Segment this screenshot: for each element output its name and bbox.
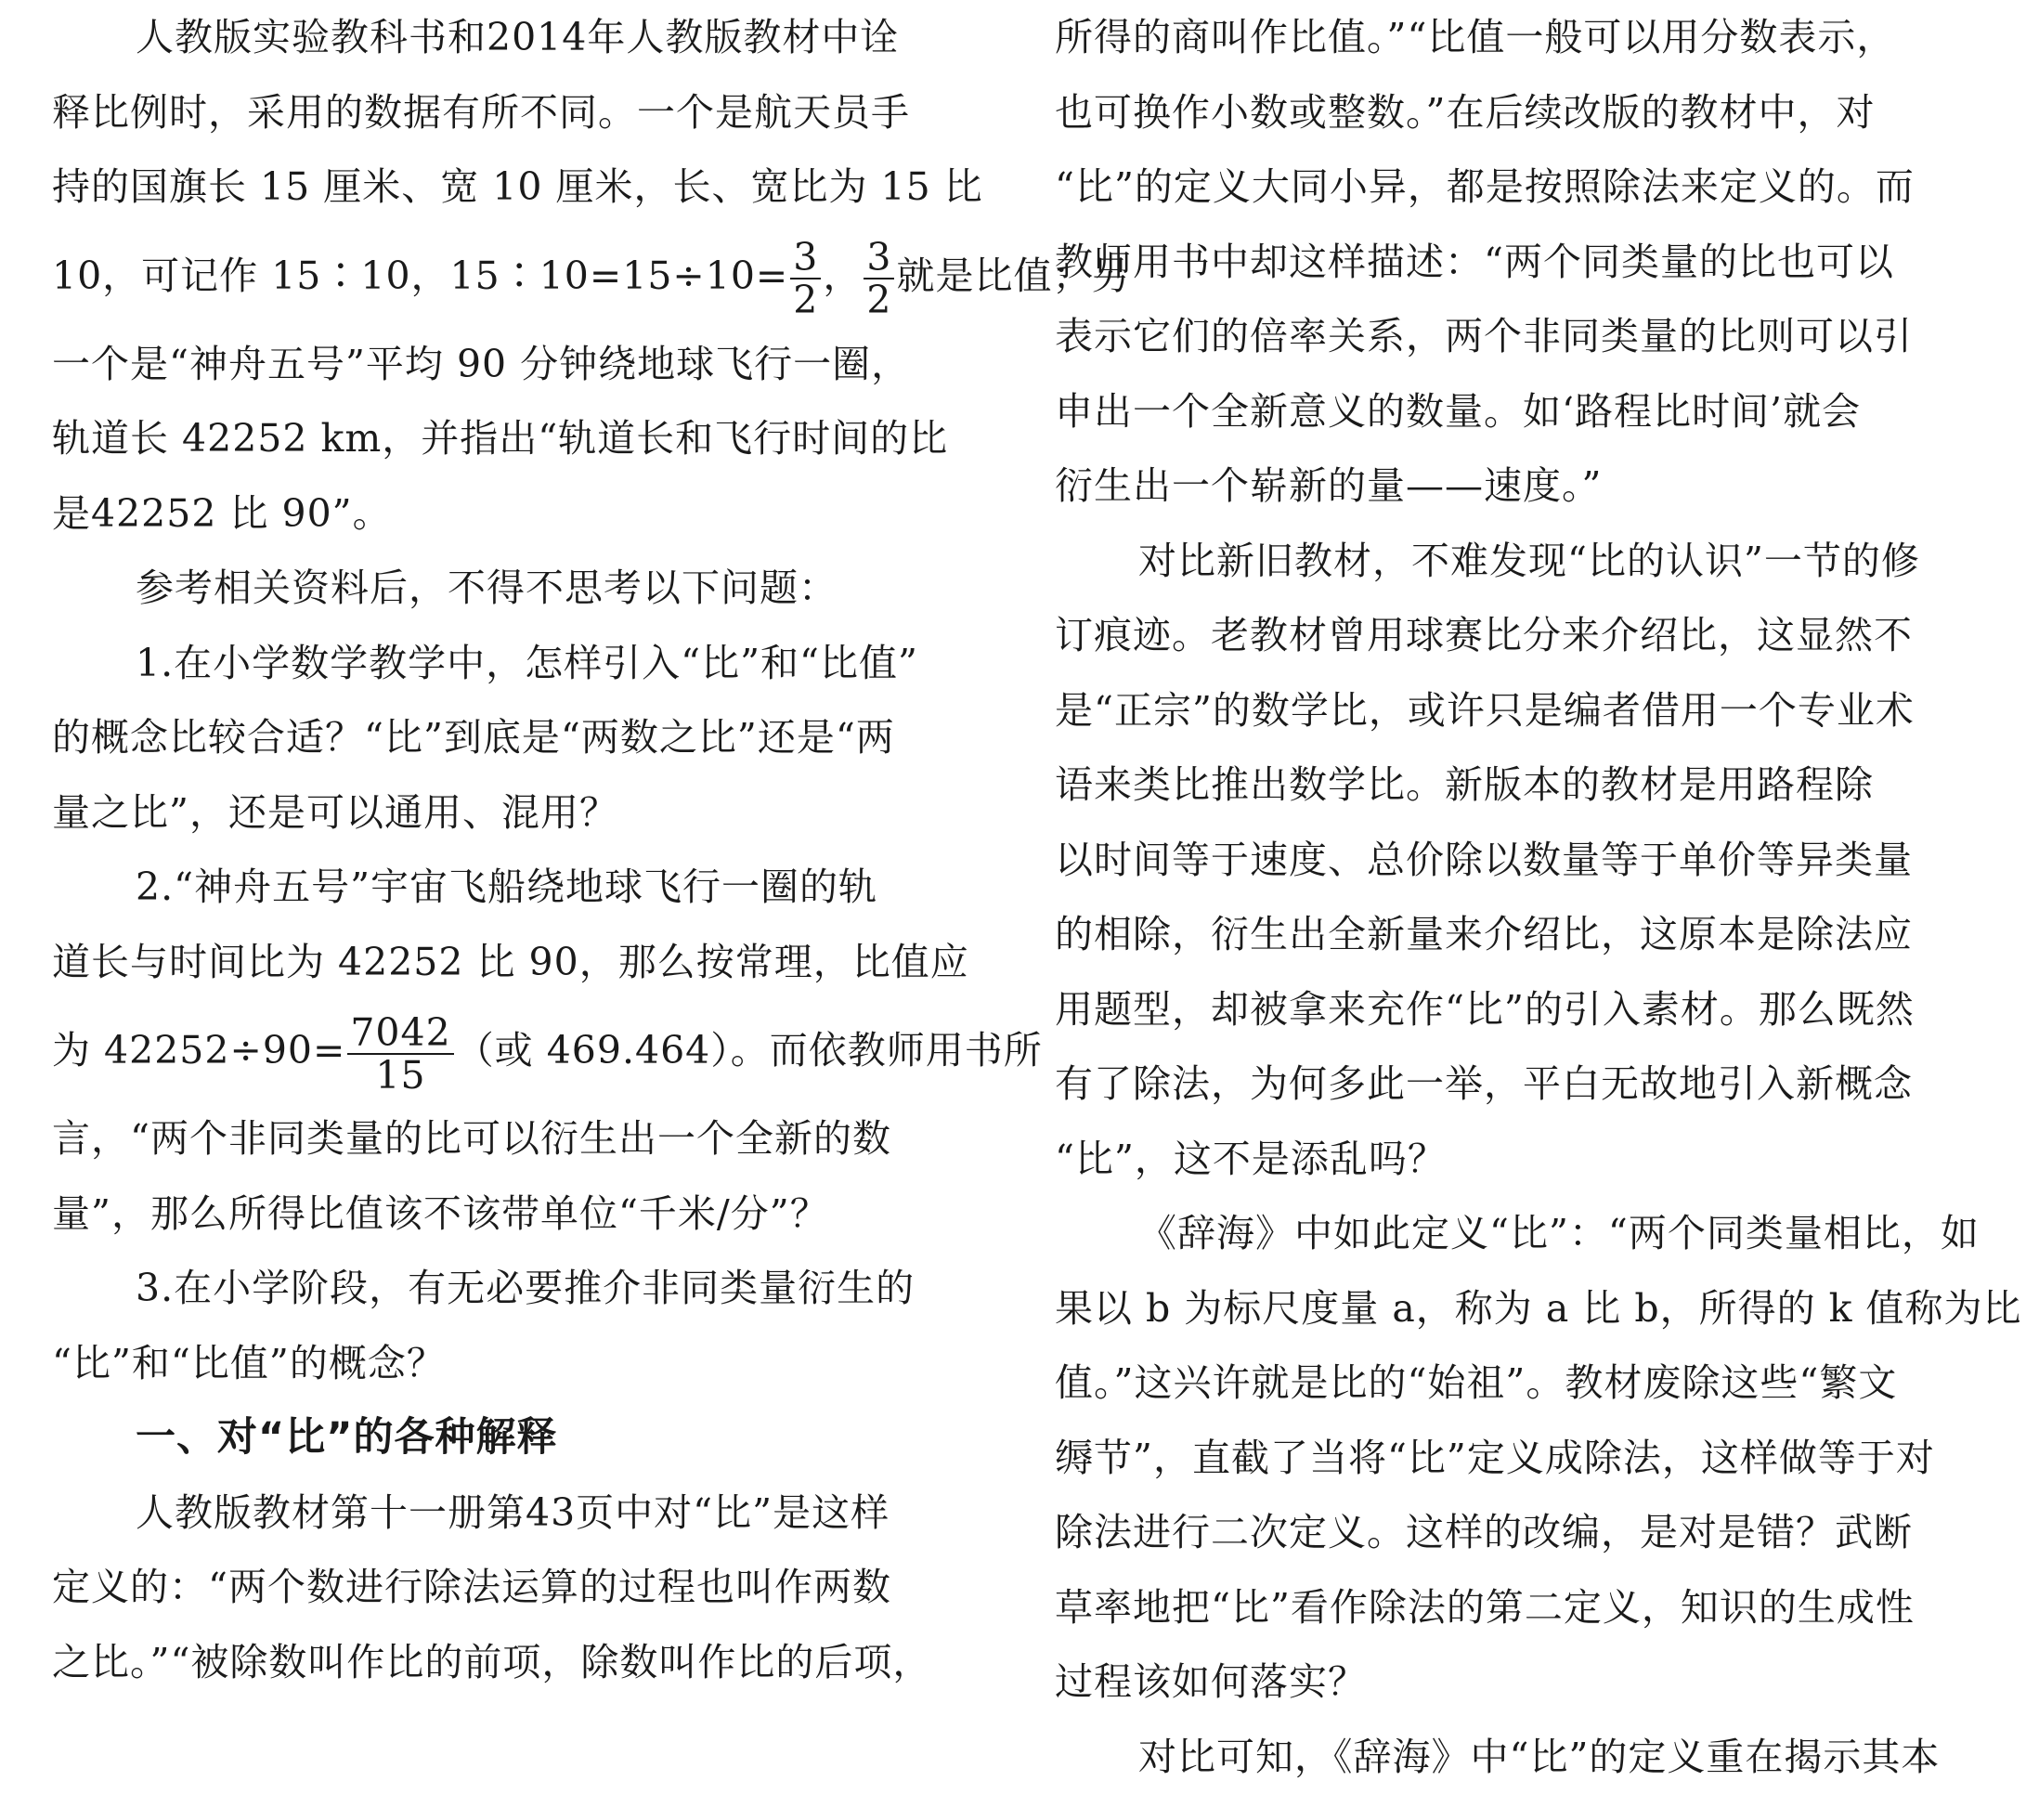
- text-line: 以时间等于速度、总价除以数量等于单价等异类量: [1055, 837, 1913, 882]
- fraction-3-over-2: [864, 237, 894, 320]
- text-line: 一个是“神舟五号”平均 90 分钟绕地球飞行一圈，: [52, 341, 911, 386]
- text-line: 之比。”“被除数叫作比的前项，除数叫作比的后项，: [52, 1639, 932, 1684]
- text-line: 用题型，却被拿来充作“比”的引入素材。那么既然: [1055, 986, 1915, 1032]
- text-line: 《辞海》中如此定义“比”：“两个同类量相比，如: [1138, 1211, 1980, 1255]
- text-line: “比”和“比值”的概念？: [52, 1340, 446, 1385]
- text-line: 持的国旗长 15 厘米、宽 10 厘米，长、宽比为 15 比: [52, 164, 983, 209]
- text-line: “比”的定义大同小异，都是按照除法来定义的。而: [1055, 164, 1915, 209]
- text-line: 量”，那么所得比值该不该带单位“千米/分”？: [52, 1190, 829, 1236]
- denominator: 2: [793, 278, 819, 322]
- section-heading: 一、对“比”的各种解释: [136, 1414, 558, 1461]
- text-line: 语来类比推出数学比。新版本的教材是用路程除: [1055, 762, 1874, 807]
- text-segment: 10，可记作 15∶10，15∶10=15÷10=: [52, 253, 789, 298]
- text-line: 除法进行二次定义。这样的改编，是对是错？武断: [1055, 1510, 1913, 1554]
- text-line: 言，“两个非同类量的比可以衍生出一个全新的数: [52, 1116, 891, 1161]
- text-line: 有了除法，为何多此一举，平白无故地引入新概念: [1055, 1061, 1913, 1106]
- text-line: 草率地把“比”看作除法的第二定义，知识的生成性: [1055, 1584, 1915, 1630]
- text-line: 轨道长 42252 km，并指出“轨道长和飞行时间的比: [52, 416, 949, 461]
- text-line: 缛节”，直截了当将“比”定义成除法，这样做等于对: [1055, 1435, 1935, 1480]
- text-line: 也可换作小数或整数。”在后续改版的教材中，对: [1055, 89, 1876, 135]
- text-line: 过程该如何落实？: [1055, 1659, 1367, 1704]
- numerator: 3: [790, 237, 821, 280]
- numerator: 3: [864, 237, 894, 280]
- denominator: 15: [375, 1052, 426, 1098]
- text-line: 对比可知，《辞海》中“比”的定义重在揭示其本: [1138, 1734, 1941, 1779]
- text-line: 是42252 比 90”。: [52, 490, 392, 536]
- text-line: 释比例时，采用的数据有所不同。一个是航天员手: [52, 89, 910, 135]
- paragraph-cihai: [1055, 1196, 2022, 1720]
- right-column: [1055, 0, 2022, 1794]
- text-line: 3.在小学阶段，有无必要推介非同类量衍生的: [136, 1266, 916, 1310]
- text-line: 定义的：“两个数进行除法运算的过程也叫作两数: [52, 1565, 891, 1609]
- text-line: 的概念比较合适？“比”到底是“两数之比”还是“两: [52, 715, 895, 760]
- text-line: 教师用书中却这样描述：“两个同类量的比也可以: [1055, 239, 1894, 284]
- text-segment: 为 42252÷90=: [52, 1028, 346, 1072]
- text-segment: （或 469.464）。而依教师用书所: [455, 1028, 1043, 1072]
- paragraph-continued: [1055, 0, 1974, 524]
- paragraph-intro: [52, 0, 1131, 551]
- question-3: [52, 1251, 981, 1400]
- text-line-with-fraction: [52, 999, 1043, 1101]
- text-line: 果以 b 为标尺度量 a，称为 a 比 b，所得的 k 值称为比: [1055, 1285, 2022, 1331]
- denominator: 2: [866, 278, 892, 322]
- text-line: 道长与时间比为 42252 比 90，那么按常理，比值应: [52, 939, 969, 984]
- text-line: 申出一个全新意义的数量。如‘路程比时间’就会: [1055, 388, 1862, 434]
- paragraph-conclusion: [1055, 1720, 1974, 1795]
- text-line: 人教版实验教科书和2014年人教版教材中诠: [136, 15, 900, 59]
- text-line: 的相除，衍生出全新量来介绍比，这原本是除法应: [1055, 912, 1913, 956]
- paragraph-reference: 参考相关资料后，不得不思考以下问题：: [136, 566, 838, 610]
- paragraph-textbook-definition: [52, 1476, 981, 1700]
- text-line: 人教版教材第十一册第43页中对“比”是这样: [136, 1489, 890, 1535]
- text-line: 衍生出一个崭新的量——速度。”: [1055, 463, 1603, 508]
- paragraph-comparison: [1055, 524, 1974, 1197]
- text-line: 量之比”，还是可以通用、混用？: [52, 789, 618, 835]
- text-segment: 就是比值；另: [896, 253, 1131, 298]
- text-line-with-fractions: [52, 225, 1131, 327]
- question-1: [52, 626, 981, 851]
- question-2: [52, 850, 1043, 1251]
- text-segment: ，: [823, 253, 863, 298]
- text-line: “比”，这不是添乱吗？: [1055, 1136, 1447, 1181]
- text-line: 2.“神舟五号”宇宙飞船绕地球飞行一圈的轨: [136, 864, 878, 909]
- text-line: 订痕迹。老教材曾用球赛比分来介绍比，这显然不: [1055, 613, 1913, 657]
- fraction-7042-over-15: [347, 1009, 453, 1098]
- numerator: 7042: [347, 1012, 453, 1055]
- fraction-3-over-2: [790, 237, 821, 320]
- text-line: 所得的商叫作比值。”“比值一般可以用分数表示，: [1055, 15, 1896, 59]
- text-line: 表示它们的倍率关系，两个非同类量的比则可以引: [1055, 314, 1913, 358]
- text-line: 1.在小学数学教学中，怎样引入“比”和“比值”: [136, 640, 918, 685]
- text-line: 是“正宗”的数学比，或许只是编者借用一个专业术: [1055, 687, 1915, 733]
- text-line: 对比新旧教材，不难发现“比的认识”一节的修: [1138, 538, 1920, 583]
- text-line: 值。”这兴许就是比的“始祖”。教材废除这些“繁文: [1055, 1360, 1898, 1405]
- left-column: [52, 0, 1131, 1699]
